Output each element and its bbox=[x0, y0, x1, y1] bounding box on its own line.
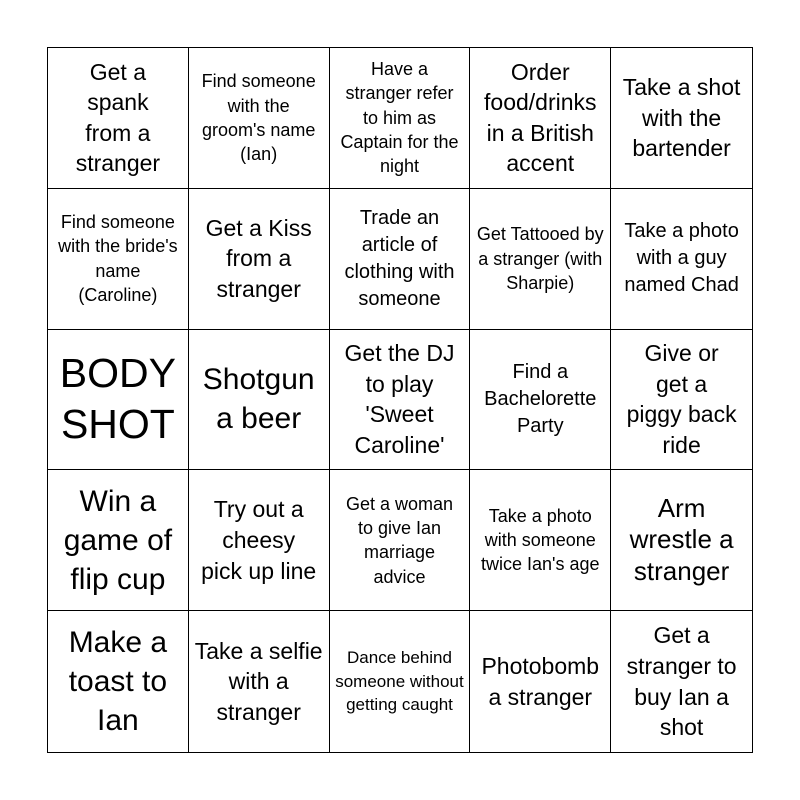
bingo-cell[interactable] bbox=[470, 330, 611, 471]
cell-text: Trade an article of clothing with someone bbox=[344, 206, 455, 310]
bingo-cell[interactable] bbox=[48, 330, 189, 471]
cell-text: Arm wrestle a stranger bbox=[629, 492, 734, 587]
cell-text: Get the DJ to play 'Sweet Caroline' bbox=[344, 340, 455, 459]
bingo-cell[interactable] bbox=[48, 611, 189, 752]
cell-text: Get Tattooed by a stranger (with Sharpie) bbox=[476, 224, 604, 293]
bingo-cell[interactable] bbox=[330, 48, 471, 189]
cell-text: Photobomb a stranger bbox=[481, 653, 600, 710]
bingo-cell[interactable] bbox=[189, 470, 330, 611]
bingo-board bbox=[47, 47, 753, 753]
cell-text: Give or get a piggy back ride bbox=[626, 340, 737, 459]
cell-text: Find someone with the groom's name (Ian) bbox=[201, 71, 316, 165]
cell-text: Take a photo with a guy named Chad bbox=[624, 220, 739, 297]
cell-text: Get a Kiss from a stranger bbox=[205, 214, 312, 302]
bingo-cell[interactable] bbox=[189, 611, 330, 752]
bingo-cell[interactable] bbox=[611, 48, 752, 189]
bingo-cell[interactable] bbox=[470, 189, 611, 330]
bingo-cell[interactable] bbox=[611, 470, 752, 611]
bingo-cell[interactable] bbox=[330, 611, 471, 752]
cell-text: Win a game of flip cup bbox=[63, 484, 173, 596]
bingo-cell[interactable] bbox=[470, 611, 611, 752]
bingo-cell[interactable] bbox=[330, 189, 471, 330]
cell-text: Shotgun a beer bbox=[202, 363, 315, 436]
bingo-cell[interactable] bbox=[48, 470, 189, 611]
bingo-cell[interactable] bbox=[330, 330, 471, 471]
bingo-cell[interactable] bbox=[611, 189, 752, 330]
bingo-cell[interactable] bbox=[611, 611, 752, 752]
bingo-cell[interactable] bbox=[470, 470, 611, 611]
bingo-cell[interactable] bbox=[470, 48, 611, 189]
bingo-cell[interactable] bbox=[189, 330, 330, 471]
cell-text: Make a toast to Ian bbox=[68, 626, 168, 738]
cell-text: Get a woman to give Ian marriage advice bbox=[345, 493, 454, 587]
cell-text: Find someone with the bride's name (Caroline) bbox=[58, 212, 178, 305]
cell-text: Take a selfie with a stranger bbox=[194, 637, 323, 725]
cell-text: BODY SHOT bbox=[59, 350, 176, 448]
cell-text: Take a photo with someone twice Ian's age bbox=[481, 505, 600, 575]
cell-text: Take a shot with the bartender bbox=[622, 74, 741, 162]
cell-text: Get a spank from a stranger bbox=[75, 58, 161, 177]
bingo-cell[interactable] bbox=[48, 48, 189, 189]
bingo-cell[interactable] bbox=[611, 330, 752, 471]
cell-text: Dance behind someone without getting caught bbox=[335, 648, 464, 715]
cell-text: Find a Bachelorette Party bbox=[484, 360, 597, 437]
bingo-cell[interactable] bbox=[48, 189, 189, 330]
cell-text: Get a stranger to buy Ian a shot bbox=[626, 622, 737, 741]
cell-text: Have a stranger refer to him as Captain for the night bbox=[340, 59, 459, 177]
cell-text: Order food/drinks in a British accent bbox=[484, 58, 597, 177]
bingo-cell[interactable] bbox=[189, 48, 330, 189]
bingo-cell[interactable] bbox=[330, 470, 471, 611]
cell-text: Try out a cheesy pick up line bbox=[201, 496, 317, 584]
bingo-cell[interactable] bbox=[189, 189, 330, 330]
